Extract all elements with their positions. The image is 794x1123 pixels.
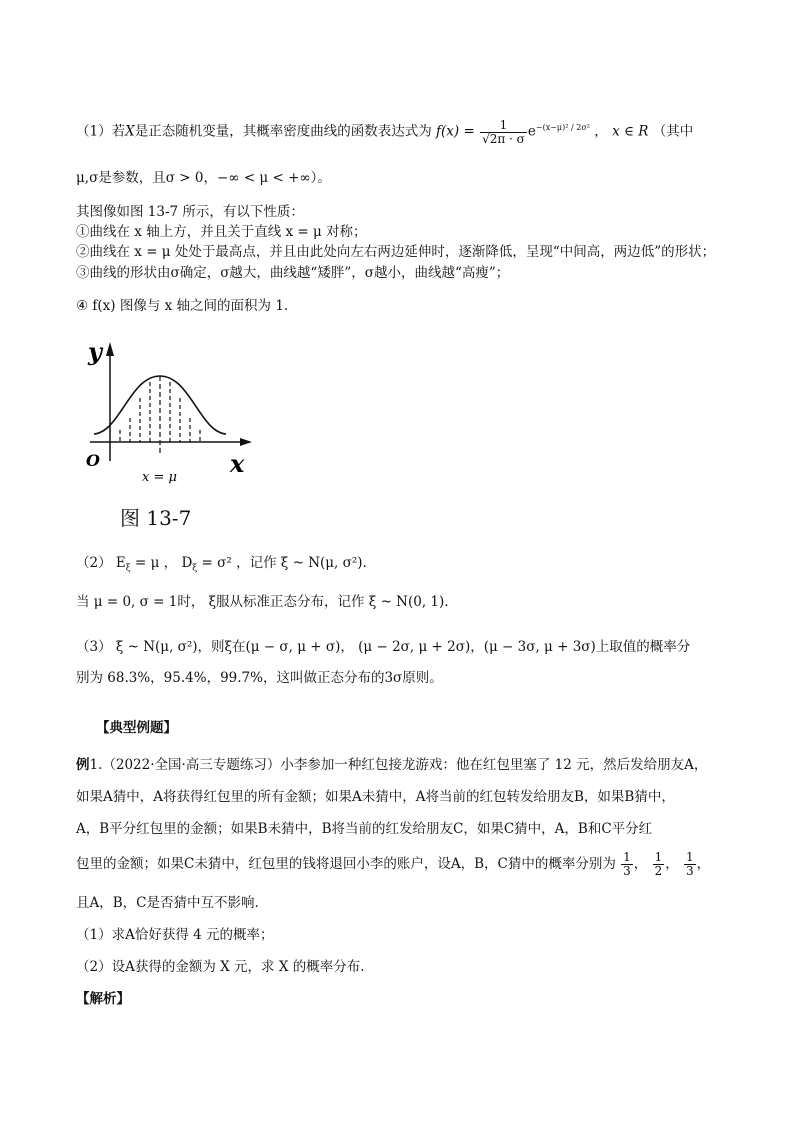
denominator: 3 xyxy=(686,864,694,878)
numerator: 1 xyxy=(686,850,694,864)
y-label: y xyxy=(88,337,102,366)
ex1-line4 xyxy=(76,851,710,878)
exponent: −(x−μ)² / 2σ² xyxy=(535,123,590,132)
figure-caption: 图 13-7 xyxy=(120,506,192,530)
subscript: ξ xyxy=(125,563,131,574)
denominator: 3 xyxy=(623,864,631,878)
p1-line1 xyxy=(76,118,693,146)
ex1-line1 xyxy=(76,755,707,775)
p2-line1 xyxy=(76,553,367,579)
prob-fraction xyxy=(653,851,665,878)
text: = σ² ，记作 ξ ~ N(μ, σ²). xyxy=(197,555,367,571)
p2-line2: 当 μ = 0, σ = 1时， ξ服从标准正态分布，记作 ξ ~ N(0, 1). xyxy=(76,594,449,610)
y-axis-arrow-icon xyxy=(106,342,114,356)
text: = μ ， D xyxy=(130,555,193,571)
props-intro: 其图像如图 13-7 所示，有以下性质： xyxy=(76,204,304,220)
normal-curve-figure xyxy=(80,336,260,486)
x-axis-arrow-icon xyxy=(240,438,252,446)
prob-fraction xyxy=(684,851,696,878)
denominator: √2π · σ xyxy=(482,131,525,146)
text: ， xyxy=(696,856,711,872)
domain: x ∈ R xyxy=(612,123,649,140)
ex1-line2: 如果A猜中，A将获得红包里的所有金额；如果A未猜中，A将当前的红包转发给朋友B，如果B猜中， xyxy=(76,789,675,805)
section-title: 【典型例题】 xyxy=(96,720,177,736)
prop-3: ③曲线的形状由σ确定，σ越大，曲线越“矮胖”，σ越小，曲线越“高瘦”； xyxy=(76,265,510,281)
prob-fraction xyxy=(621,851,633,878)
text: 包里的金额；如果C未猜中，红包里的钱将退回小李的账户，设A，B，C猜中的概率分别为 xyxy=(76,856,616,872)
text: 是正态随机变量，其概率密度曲线的函数表达式为 xyxy=(134,123,432,140)
prop-1: ①曲线在 x 轴上方，并且关于直线 x = μ 对称； xyxy=(76,224,367,240)
text: （其中 xyxy=(652,123,694,140)
text: ， xyxy=(665,856,679,872)
x-label: x xyxy=(230,449,245,478)
p1-line2: μ,σ是参数，且σ > 0，−∞ < μ < +∞）。 xyxy=(76,170,331,186)
text: ， xyxy=(633,856,648,872)
ex1-line5: 且A，B，C是否猜中互不影响. xyxy=(76,895,259,911)
text: （2） E xyxy=(76,555,126,571)
exp-e: e xyxy=(527,123,536,140)
fx: f(x) = xyxy=(436,123,475,140)
prop-4: ④ f(x) 图像与 x 轴之间的面积为 1. xyxy=(76,298,289,314)
p3-line2: 别为 68.3%，95.4%，99.7%，这叫做正态分布的3σ原则。 xyxy=(76,670,443,686)
denominator: 2 xyxy=(654,864,663,878)
p3-line1: （3） ξ ~ N(μ, σ²)，则ξ在(μ − σ, μ + σ)， (μ − 2σ, μ + 2σ)，(μ − 3σ, μ + 3σ)上取值的概率分 xyxy=(76,639,691,655)
density-fraction xyxy=(480,119,527,146)
origin-label: O xyxy=(86,451,100,470)
numerator: 1 xyxy=(480,119,527,133)
var-X: X xyxy=(125,123,135,140)
ex1-q1: （1）求A恰好获得 4 元的概率； xyxy=(76,927,274,943)
mu-label: x = μ xyxy=(142,470,177,485)
prop-2: ②曲线在 x = μ 处处于最高点，并且由此处向左右两边延伸时，逐渐降低，呈现“中间高，两边低”的形状； xyxy=(76,244,716,260)
analysis-label: 【解析】 xyxy=(76,991,130,1007)
text: 1.（2022·全国·高三专题练习）小李参加一种红包接龙游戏：他在红包里塞了 12 元，然后发给朋友A， xyxy=(89,757,708,773)
text: ， xyxy=(594,123,608,140)
subscript: ξ xyxy=(192,563,198,574)
example-label: 例 xyxy=(76,757,90,773)
numerator: 1 xyxy=(623,850,631,864)
text: （1）若 xyxy=(76,123,126,140)
numerator: 1 xyxy=(654,850,663,864)
ex1-q2: （2）设A获得的金额为 X 元，求 X 的概率分布. xyxy=(76,959,365,975)
ex1-line3: A，B平分红包里的金额；如果B未猜中，B将当前的红发给朋友C，如果C猜中，A，B和C平分红 xyxy=(76,821,653,837)
